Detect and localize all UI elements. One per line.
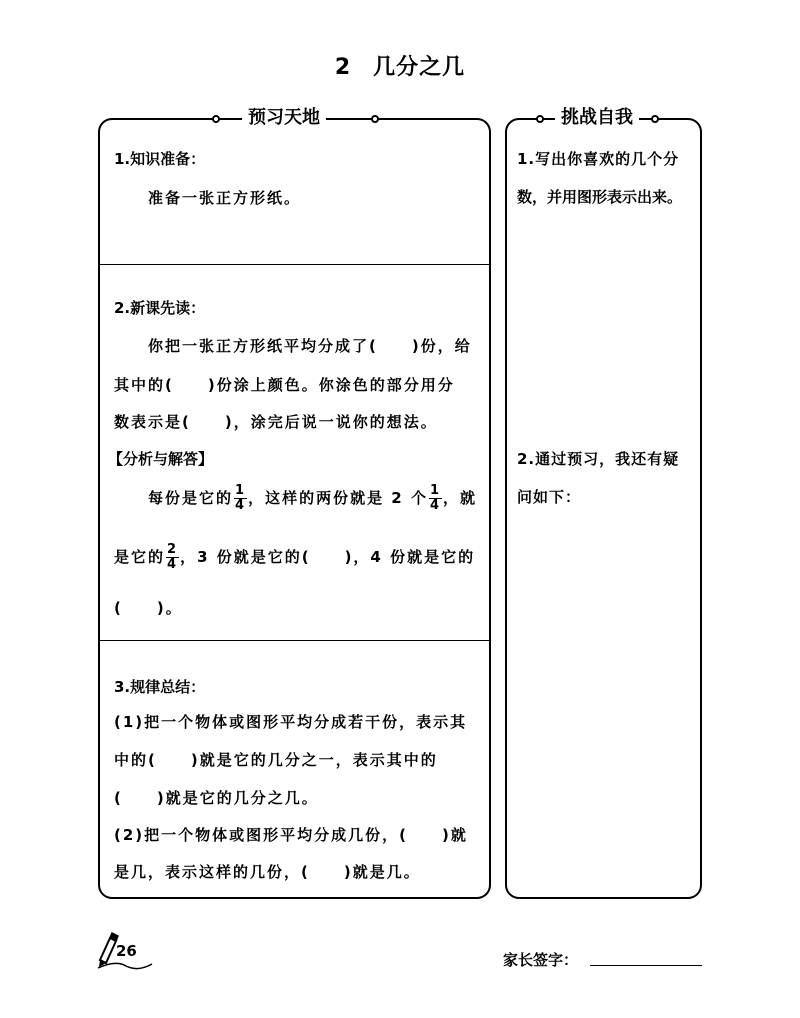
challenge-q2-line: 2.通过预习，我还有疑 [517,450,680,468]
signature-line[interactable] [590,965,702,966]
right-decor-dot [651,115,659,123]
lesson-number: 2 [334,55,352,80]
answer-text: 是它的 [114,548,166,566]
challenge-q2-line: 问如下： [517,488,582,506]
section-divider [100,640,489,641]
section3-heading: 3.规律总结： [114,678,206,696]
right-decor-dot [371,115,379,123]
answer-text: ，3 份就是它的( )，4 份就是它的 [180,548,476,566]
section3-line: ( )就是它的几分之几。 [114,789,319,807]
page-number-badge [96,930,156,970]
answer-line: ( )。 [114,599,183,617]
answer-line [148,484,477,513]
challenge-panel [505,118,702,899]
fraction-two-quarters: $\frac{2}{4}$ [167,542,179,572]
section2-heading: 2.新课先读： [114,299,206,317]
fraction-one-quarter: $\frac{1}{4}$ [235,483,247,513]
answer-text: 每份是它的 [148,489,234,507]
answer-text: ，就 [443,489,478,507]
challenge-q1-line: 数，并用图形表示出来。 [517,188,683,206]
section2-line: 你把一张正方形纸平均分成了( )份，给 [148,337,472,355]
section-divider [100,264,489,265]
fraction-one-quarter: $\frac{1}{4}$ [429,483,441,513]
section2-line: 数表示是( )，涂完后说一说你的想法。 [114,413,438,431]
section1-text: 准备一张正方形纸。 [148,189,302,207]
preview-panel-title: 预习天地 [242,106,326,130]
parent-signature-label: 家长签字： [503,951,579,969]
section3-line: (1)把一个物体或图形平均分成若干份，表示其 [114,713,468,731]
section3-line: (2)把一个物体或图形平均分成几份，( )就 [114,826,468,844]
answer-text: ，这样的两份就是 2 个 [248,489,428,507]
answer-line [114,543,475,572]
challenge-q1-line: 1.写出你喜欢的几个分 [517,150,680,168]
challenge-panel-title: 挑战自我 [555,106,639,130]
section2-line: 其中的( )份涂上颜色。你涂色的部分用分 [114,376,455,394]
lesson-title: 几分之几 [373,55,466,80]
left-decor-dot [536,115,544,123]
analysis-heading: 【分析与解答】 [108,450,214,468]
left-decor-dot [212,115,220,123]
page-title [0,50,800,81]
page-number: 26 [116,942,137,960]
section3-line: 是几，表示这样的几份，( )就是几。 [114,863,421,881]
section1-heading: 1.知识准备： [114,150,206,168]
section3-line: 中的( )就是它的几分之一，表示其中的 [114,751,438,769]
